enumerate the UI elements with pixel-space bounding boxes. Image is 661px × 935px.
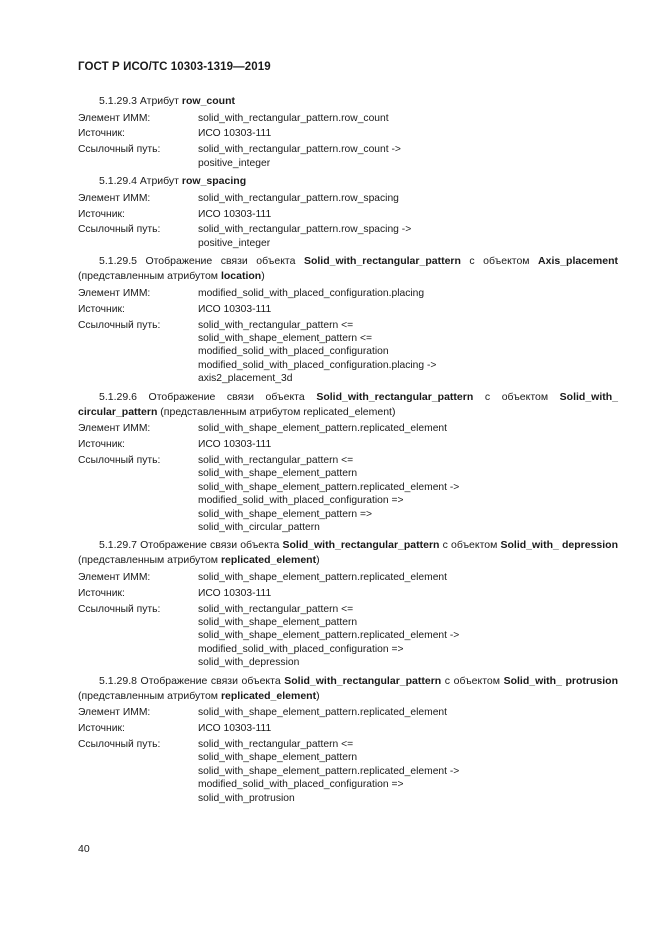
path-line: solid_with_rectangular_pattern.row_count ->: [198, 144, 401, 156]
path-line: solid_with_shape_element_pattern <=: [198, 332, 373, 344]
source-row: [78, 208, 618, 221]
heading-text: (представленным атрибутом: [78, 270, 221, 283]
section-heading: [78, 94, 618, 109]
path-line: solid_with_circular_pattern: [198, 521, 320, 533]
heading-text: ): [316, 689, 320, 702]
section-heading: [78, 254, 618, 284]
imm-row: [78, 422, 618, 435]
attribute-name: row_spacing: [181, 175, 247, 188]
imm-value: solid_with_rectangular_pattern.row_count: [198, 112, 389, 124]
heading-text: 5.1.29.5 Отображение связи объекта: [99, 255, 304, 268]
ref-path-row: [78, 319, 618, 386]
heading-text: 5.1.29.4 Атрибут: [99, 175, 182, 188]
path-line: solid_with_rectangular_pattern <=: [198, 454, 354, 466]
source-row: [78, 438, 618, 451]
source-label: Источник:: [78, 439, 125, 450]
imm-row: [78, 287, 618, 300]
heading-text: (представленным атрибутом: [78, 554, 221, 567]
entity-name: Solid_with_rectangular_pattern: [303, 255, 461, 268]
path-line: solid_with_shape_element_pattern.replicated_element ->: [198, 630, 460, 642]
imm-value: solid_with_rectangular_pattern.row_spacing: [198, 192, 399, 204]
section-heading: [78, 390, 618, 420]
path-line: axis2_placement_3d: [198, 373, 293, 385]
path-line: modified_solid_with_placed_configuration: [198, 346, 389, 358]
ref-path-label: Ссылочный путь:: [78, 144, 161, 156]
ref-path-row: [78, 454, 618, 534]
ref-path-row: [78, 143, 618, 170]
source-value: ИСО 10303-111: [198, 208, 272, 220]
ref-path-label: Ссылочный путь:: [78, 739, 161, 750]
attribute-name: replicated_element: [220, 554, 317, 567]
source-row: [78, 303, 618, 316]
entity-name: Axis_placement: [538, 255, 618, 268]
path-line: solid_with_shape_element_pattern.replicated_element ->: [198, 765, 460, 777]
source-label: Источник:: [78, 208, 125, 220]
ref-path-row: [78, 223, 618, 250]
imm-label: Элемент ИММ:: [78, 707, 151, 719]
path-line: solid_with_protrusion: [198, 792, 295, 804]
source-label: Источник:: [78, 723, 125, 735]
attribute-name: location: [220, 270, 262, 283]
heading-text: 5.1.29.7 Отображение связи объекта: [99, 539, 283, 552]
heading-text: 5.1.29.6 Отображение связи объекта: [99, 390, 317, 403]
path-line: solid_with_shape_element_pattern: [198, 752, 358, 764]
section-heading: [78, 674, 618, 704]
ref-path-label: Ссылочный путь:: [78, 319, 161, 331]
source-label: Источник:: [78, 587, 125, 599]
ref-path-label: Ссылочный путь:: [78, 454, 161, 466]
ref-path-row: [78, 603, 618, 670]
source-value: ИСО 10303-111: [198, 723, 272, 735]
path-line: modified_solid_with_placed_configuration.placing ->: [198, 359, 437, 371]
heading-text: ): [316, 554, 320, 567]
path-line: solid_with_depression: [198, 657, 300, 669]
path-line: modified_solid_with_placed_configuration =>: [198, 643, 404, 655]
heading-text: 5.1.29.8 Отображение связи объекта: [99, 674, 285, 687]
path-line: solid_with_shape_element_pattern: [198, 468, 358, 480]
source-row: [78, 722, 618, 735]
ref-path-label: Ссылочный путь:: [78, 603, 161, 615]
path-line: solid_with_rectangular_pattern.row_spacing ->: [198, 224, 412, 236]
imm-row: [78, 706, 618, 719]
entity-name: Solid_with_ protrusion: [503, 674, 618, 687]
imm-row: [78, 112, 618, 125]
source-label: Источник:: [78, 303, 125, 315]
heading-text: (представленным атрибутом replicated_element): [157, 405, 396, 418]
source-value: ИСО 10303-111: [198, 587, 272, 599]
imm-value: solid_with_shape_element_pattern.replicated_element: [198, 571, 448, 583]
heading-text: 5.1.29.3 Атрибут: [99, 95, 182, 107]
path-line: solid_with_shape_element_pattern: [198, 617, 358, 629]
page-number: 40: [78, 843, 90, 855]
path-line: solid_with_rectangular_pattern <=: [198, 739, 354, 750]
path-line: modified_solid_with_placed_configuration =>: [198, 495, 404, 507]
path-line: solid_with_rectangular_pattern <=: [198, 319, 354, 331]
section-heading: [78, 538, 618, 568]
standard-header: ГОСТ Р ИСО/ТС 10303-1319—2019: [78, 61, 271, 73]
ref-path-value: [198, 454, 618, 534]
heading-text: с объектом: [460, 255, 539, 268]
entity-name: Solid_with_rectangular_pattern: [282, 539, 440, 552]
source-value: ИСО 10303-111: [198, 303, 272, 315]
imm-row: [78, 571, 618, 584]
imm-value: solid_with_shape_element_pattern.replicated_element: [198, 707, 448, 719]
ref-path-label: Ссылочный путь:: [78, 224, 161, 236]
ref-path-row: [78, 738, 618, 805]
path-line: solid_with_shape_element_pattern.replicated_element ->: [198, 481, 460, 493]
source-label: Источник:: [78, 128, 125, 140]
source-row: [78, 127, 618, 140]
ref-path-value: [198, 603, 618, 670]
entity-name: Solid_with_rectangular_pattern: [284, 674, 442, 687]
ref-path-value: [198, 223, 618, 250]
source-value: ИСО 10303-111: [198, 439, 272, 450]
heading-text: с объектом: [439, 539, 501, 552]
document-content: [78, 90, 618, 805]
section-heading: [78, 174, 618, 189]
imm-value: modified_solid_with_placed_configuration.placing: [198, 287, 425, 299]
attribute-name: replicated_element: [220, 689, 317, 702]
entity-name: Solid_with_rectangular_pattern: [316, 390, 474, 403]
attribute-name: row_count: [181, 95, 236, 107]
path-line: solid_with_shape_element_pattern =>: [198, 508, 373, 520]
imm-label: Элемент ИММ:: [78, 192, 151, 204]
heading-text: с объектом: [441, 674, 504, 687]
entity-name: Solid_with_ circular_pattern: [78, 390, 619, 418]
heading-text: (представленным атрибутом: [78, 689, 221, 702]
imm-label: Элемент ИММ:: [78, 112, 151, 124]
path-line: solid_with_rectangular_pattern <=: [198, 603, 354, 615]
imm-row: [78, 192, 618, 205]
imm-label: Элемент ИММ:: [78, 423, 151, 435]
imm-label: Элемент ИММ:: [78, 287, 151, 299]
path-line: modified_solid_with_placed_configuration =>: [198, 779, 404, 791]
path-line: positive_integer: [198, 237, 271, 249]
heading-text: с объектом: [473, 390, 560, 403]
ref-path-value: [198, 738, 618, 805]
source-row: [78, 587, 618, 600]
ref-path-value: [198, 319, 618, 386]
source-value: ИСО 10303-111: [198, 128, 272, 140]
heading-text: ): [261, 270, 265, 283]
imm-value: solid_with_shape_element_pattern.replicated_element: [198, 423, 448, 435]
entity-name: Solid_with_ depression: [500, 539, 618, 552]
imm-label: Элемент ИММ:: [78, 571, 151, 583]
ref-path-value: [198, 143, 618, 170]
path-line: positive_integer: [198, 157, 271, 169]
